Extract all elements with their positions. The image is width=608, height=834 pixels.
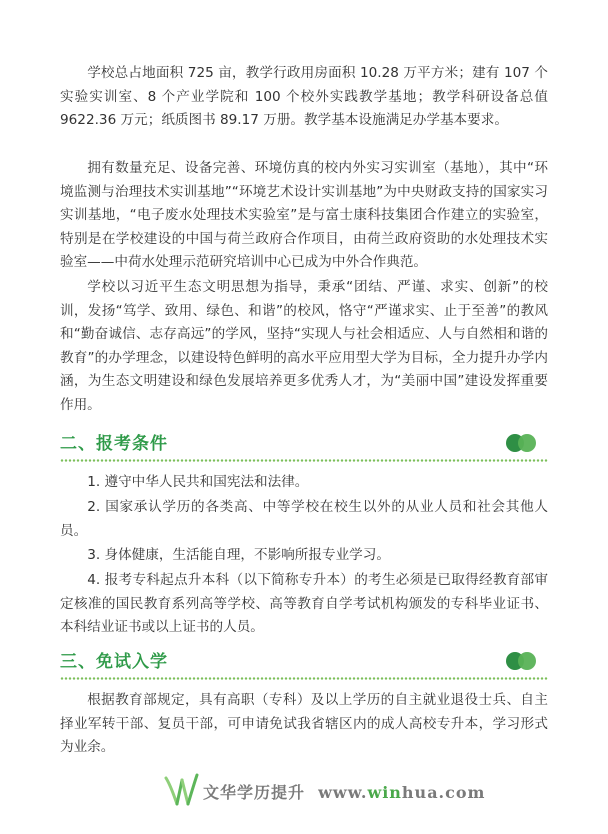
website-url[interactable]: www.winhua.com xyxy=(318,783,486,802)
footer-brand-text xyxy=(203,780,485,803)
section-title: 二、报考条件 xyxy=(60,434,168,454)
requirement-item: 3. 身体健康，生活能自理，不影响所报专业学习。 xyxy=(87,547,390,563)
dotted-divider xyxy=(60,677,548,680)
paragraph-training-bases: 拥有数量充足、设备完善、环境仿真的校内外实习实训室（基地），其中“环境监测与治理技术实训基地”“环境艺术设计实训基地”为中央财政支持的国家实习实训基地，“电子废水处理技术实验室”是与富士康科技集团合作建立的实验室，特别是在学校建设的中国与荷兰政府合作项目，由荷兰政府资助的水处理技术实验室——中荷水处理示范研究培训中心已成为中外合作典范。 xyxy=(60,160,548,271)
section-heading-application-requirements xyxy=(60,432,548,462)
green-dots-icon xyxy=(506,434,536,452)
paragraph-campus-facilities: 学校总占地面积 725 亩，教学行政用房面积 10.28 万平方米；建有 107 个实验实训室、8 个产业学院和 100 个校外实践教学基地；教学科研设备总值 9622.36 万元；纸质图书 89.17 万册。教学基本设施满足办学基本要求。 xyxy=(60,65,548,129)
footer-watermark xyxy=(0,768,608,814)
green-dots-icon xyxy=(506,652,536,670)
section-title: 三、免试入学 xyxy=(60,652,168,672)
requirement-item: 1. 遵守中华人民共和国宪法和法律。 xyxy=(87,474,309,490)
wenhua-logo-icon xyxy=(163,770,199,808)
dotted-divider xyxy=(60,459,548,462)
brand-name: 文华学历提升 xyxy=(203,783,306,802)
paragraph-exemption-policy: 根据教育部规定，具有高职（专科）及以上学历的自主就业退役士兵、自主择业军转干部、复员干部，可申请免试我省辖区内的成人高校专升本，学习形式为业余。 xyxy=(60,692,548,756)
requirement-item: 4. 报考专科起点升本科（以下简称专升本）的考生必须是已取得经教育部审定核准的国民教育系列高等学校、高等教育自学考试机构颁发的专科毕业证书、本科结业证书或以上证书的人员。 xyxy=(60,572,548,636)
section-heading-exam-exemption xyxy=(60,650,548,680)
requirement-item: 2. 国家承认学历的各类高、中等学校在校生以外的从业人员和社会其他人员。 xyxy=(60,499,548,539)
paragraph-school-philosophy: 学校以习近平生态文明思想为指导，秉承“团结、严谨、求实、创新”的校训，发扬“笃学、致用、绿色、和谐”的校风，恪守“严谨求实、止于至善”的教风和“勤奋诚信、志存高远”的学风，坚持“实现人与社会相适应、人与自然相和谐的教育”的办学理念，以建设特色鲜明的高水平应用型大学为目标，全力提升办学内涵，为生态文明建设和绿色发展培养更多优秀人才，为“美丽中国”建设发挥重要作用。 xyxy=(60,279,548,413)
